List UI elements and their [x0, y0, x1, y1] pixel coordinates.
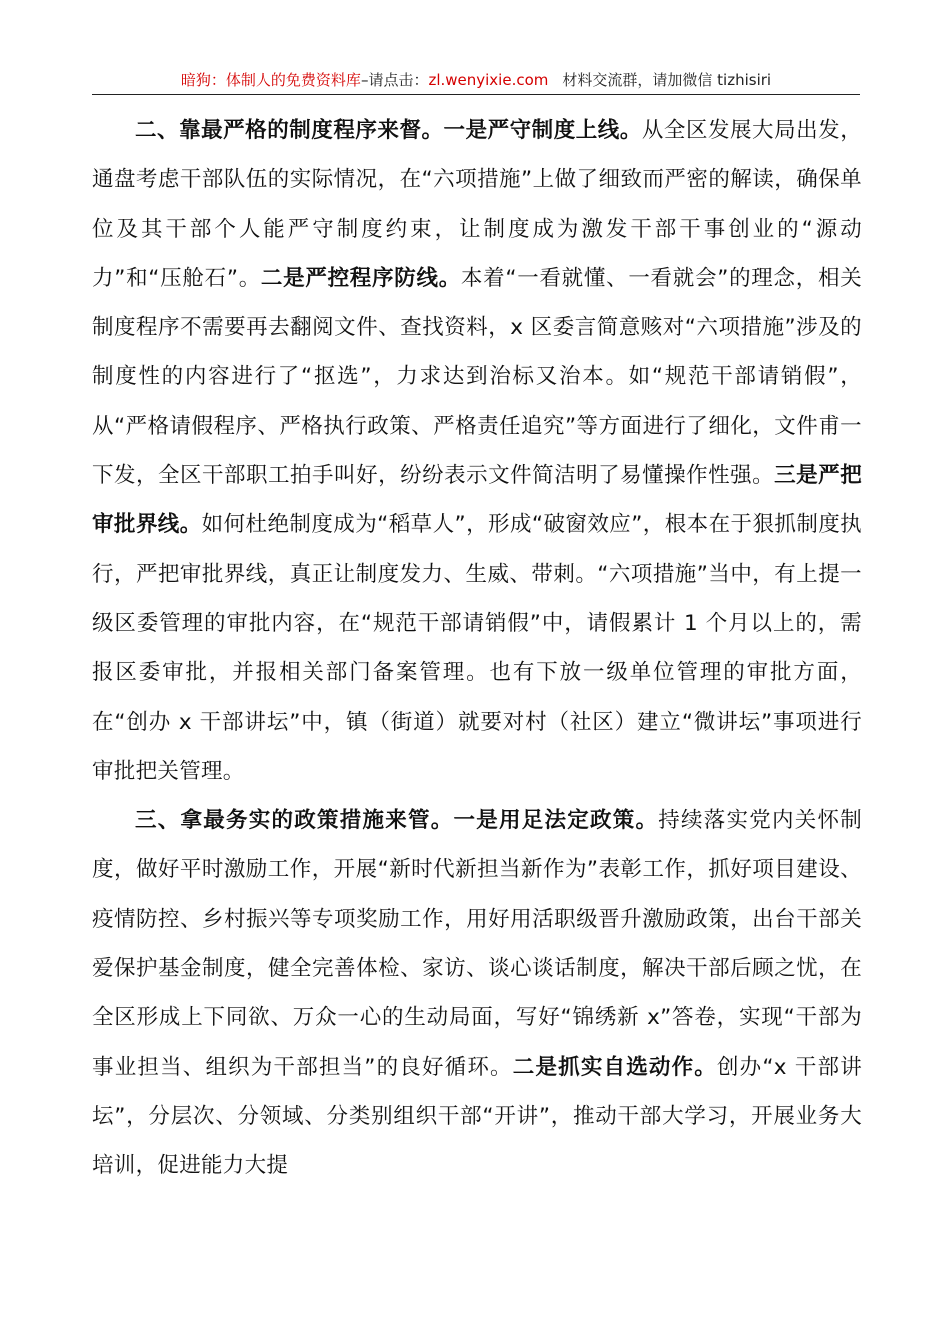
body-text: 持续落实党内关怀制度，做好平时激励工作，开展“新时代新担当新作为”表彰工作，抓好项目建设、疫情防控、乡村振兴等专项奖励工作，用好用活职级晋升激励政策，出台干部关爱保护基金制度，健全完善体检、家访、谈心谈话制度，解决干部后顾之忧，在全区形成上下同欲、万众一心的生动局面，写好“锦绣新 x”答卷，实现“干部为事业担当、组织为干部担当”的良好循环。: [92, 808, 863, 1080]
document-body: [92, 106, 862, 1191]
body-text: 从全区发展大局出发，通盘考虑干部队伍的实际情况，在“六项措施”上做了细致而严密的解读，确保单位及其干部个人能严守制度约束，让制度成为激发干部干事创业的“源动力”和“压舱石”。: [92, 118, 863, 291]
section-heading: 三、拿最务实的政策措施来管。: [135, 808, 454, 834]
click-prompt: –请点击：: [360, 71, 429, 89]
section-heading: 二、靠最严格的制度程序来督。: [135, 118, 444, 143]
subheading: 二是严控程序防线。: [260, 265, 461, 291]
subheading: 三是严把审批界线。: [92, 463, 862, 538]
subheading: 一是严守制度上线。: [443, 118, 642, 143]
subheading: 一是用足法定政策。: [453, 808, 659, 834]
body-text: 本着“一看就懂、一看就会”的理念，相关制度程序不需要再去翻阅文件、查找资料，x 区委言简意赅对“六项措施”涉及的制度性的内容进行了“抠选”，力求达到治标又治本。如“规范干部请销假”，从“严格请假程序、严格执行政策、严格责任追究”等方面进行了细化，文件甫一下发，全区干部职工拍手叫好，纷纷表示文件简洁明了易懂操作性强。: [92, 265, 862, 489]
site-url-link[interactable]: zl.wenyixie.com: [428, 71, 549, 89]
site-name: 暗狗：体制人的免费资料库: [180, 71, 361, 89]
paragraph-section-two: [92, 106, 862, 796]
body-text: 创办“x 干部讲坛”，分层次、分领域、分类别组织干部“开讲”，推动干部大学习，开展业务大培训，促进能力大提: [92, 1054, 863, 1179]
subheading: 二是抓实自选动作。: [512, 1054, 717, 1080]
paragraph-section-three: [92, 796, 862, 1190]
body-text: 如何杜绝制度成为“稻草人”，形成“破窗效应”，根本在于狠抓制度执行，严把审批界线，真正让制度发力、生威、带刺。“六项措施”当中，有上提一级区委管理的审批内容，在“规范干部请销假”中，请假累计 1 个月以上的，需报区委审批，并报相关部门备案管理。也有下放一级单位管理的审批方面，在“创办 x 干部讲坛”中，镇（街道）就要对村（社区）建立“微讲坛”事项进行审批把关管理。: [92, 512, 862, 784]
page-header: [92, 66, 860, 95]
wechat-note: 材料交流群，请加微信 tizhisiri: [562, 71, 772, 89]
